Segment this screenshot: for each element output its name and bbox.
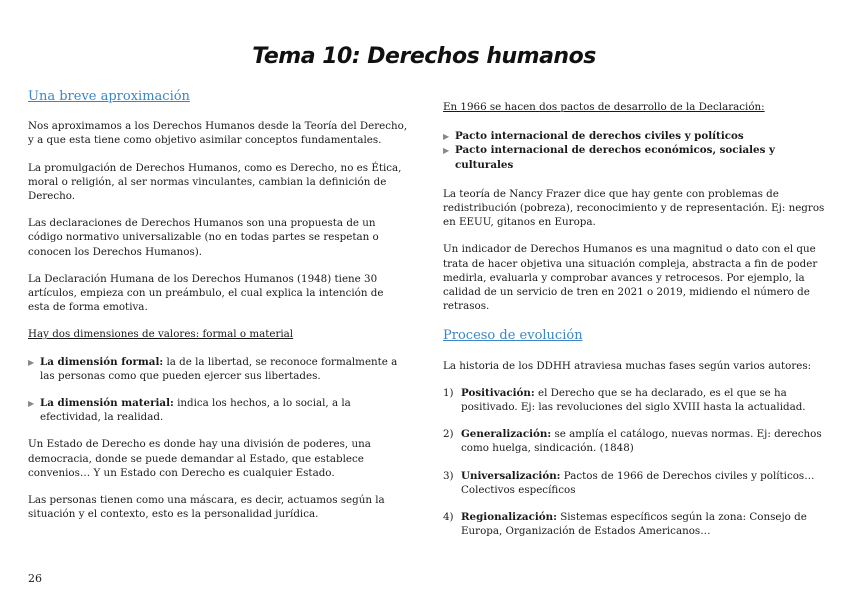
phase-term: Generalización: [461,428,552,441]
paragraph: La Declaración Humana de los Derechos Humanos (1948) tiene 30 artículos, empieza con un preámbulo, el cual explica la intención de esta de forma emotiva. [28,272,384,314]
list-item [443,386,828,414]
section-heading-evolucion: Proceso de evolución [443,328,583,344]
phase-term: Regionalización: [461,511,557,524]
phase-text: Pactos de 1966 de Derechos civiles y políticos… Colectivos específicos [461,469,815,496]
paragraph: Las declaraciones de Derechos Humanos son una propuesta de un código normativo universalizable (no en todas partes se respetan o conocen los Derechos Humanos). [28,217,379,258]
paragraph: Un Estado de Derecho es donde hay una división de poderes, una democracia, donde se puede demandar al Estado, que establece convenios… Y un Estado con Derecho es cualquier Estado. [28,438,371,479]
page-number: 26 [28,572,42,585]
page-title: Tema 10: Derechos humanos [252,44,596,69]
phase-term: Universalización: [461,469,561,482]
phase-text: Sistemas específicos según la zona: Consejo de Europa, Organización de Estados Americanos… [461,511,807,538]
phase-term: Positivación: [461,386,535,399]
phase-text: el Derecho que se ha declarado, es el que se ha positivado. Ej: las revoluciones del siglo XVIII hasta la actualidad. [461,386,806,414]
pact-label: Pacto internacional de derechos civiles y políticos [455,130,744,143]
bullet-term: La dimensión material: [40,397,174,410]
paragraph: La promulgación de Derechos Humanos, como es Derecho, no es Ética, moral o religión, al ser normas vinculantes, cambian la definición de Derecho. [28,161,402,203]
left-column [28,90,408,534]
triangle-bullet-icon: ▶ [443,146,450,156]
list-item [443,427,828,455]
right-column [443,100,828,551]
paragraph: Un indicador de Derechos Humanos es una magnitud o dato con el que trata de hacer objetiva una situación compleja, abstracta a fin de poder medirla, evaluarla y comprobar avances y retrocesos. Por ejemplo, la calidad de un servicio de tren en 2021 o 2019, midiendo el número de retrasos. [443,243,818,313]
pacts-intro: En 1966 se hacen dos pactos de desarrollo de la Declaración: [443,101,765,113]
paragraph: Nos aproximamos a los Derechos Humanos desde la Teoría del Derecho, y a que esta tiene como objetivo asimilar conceptos fundamentales. [28,120,408,147]
triangle-bullet-icon: ▶ [28,399,35,409]
triangle-bullet-icon: ▶ [443,132,450,142]
list-item [28,355,408,383]
bullet-term: La dimensión formal: [40,355,164,368]
list-item [443,510,828,538]
bullet-text: la de la libertad, se reconoce formalmente a las personas como que pueden ejercer sus libertades. [40,355,398,382]
paragraph: La teoría de Nancy Frazer dice que hay gente con problemas de redistribución (pobreza), reconocimiento y de representación. Ej: negros en EEUU, gitanos en Europa. [443,187,825,229]
triangle-bullet-icon: ▶ [28,357,35,367]
paragraph: La historia de los DDHH atraviesa muchas fases según varios autores: [443,359,812,372]
paragraph: Las personas tienen como una máscara, es decir, actuamos según la situación y el contexto, esto es la personalidad jurídica. [28,494,385,521]
list-number: 3) [443,469,454,482]
list-number: 1) [443,386,454,399]
pact-label: Pacto internacional de derechos económicos, sociales y culturales [455,144,775,171]
list-item [28,396,408,424]
bullet-text: indica los hechos, a lo social, a la efectividad, la realidad. [40,397,351,424]
list-number: 4) [443,511,454,524]
phase-text: se amplía el catálogo, nuevas normas. Ej: derechos como huelga, sindicación. (1848) [461,428,822,455]
list-item [443,129,828,143]
dimensions-intro: Hay dos dimensiones de valores: formal o material [28,328,294,341]
list-item [443,469,828,497]
section-heading-aproximacion: Una breve aproximación [28,89,190,104]
list-number: 2) [443,428,454,441]
list-item [443,143,828,171]
